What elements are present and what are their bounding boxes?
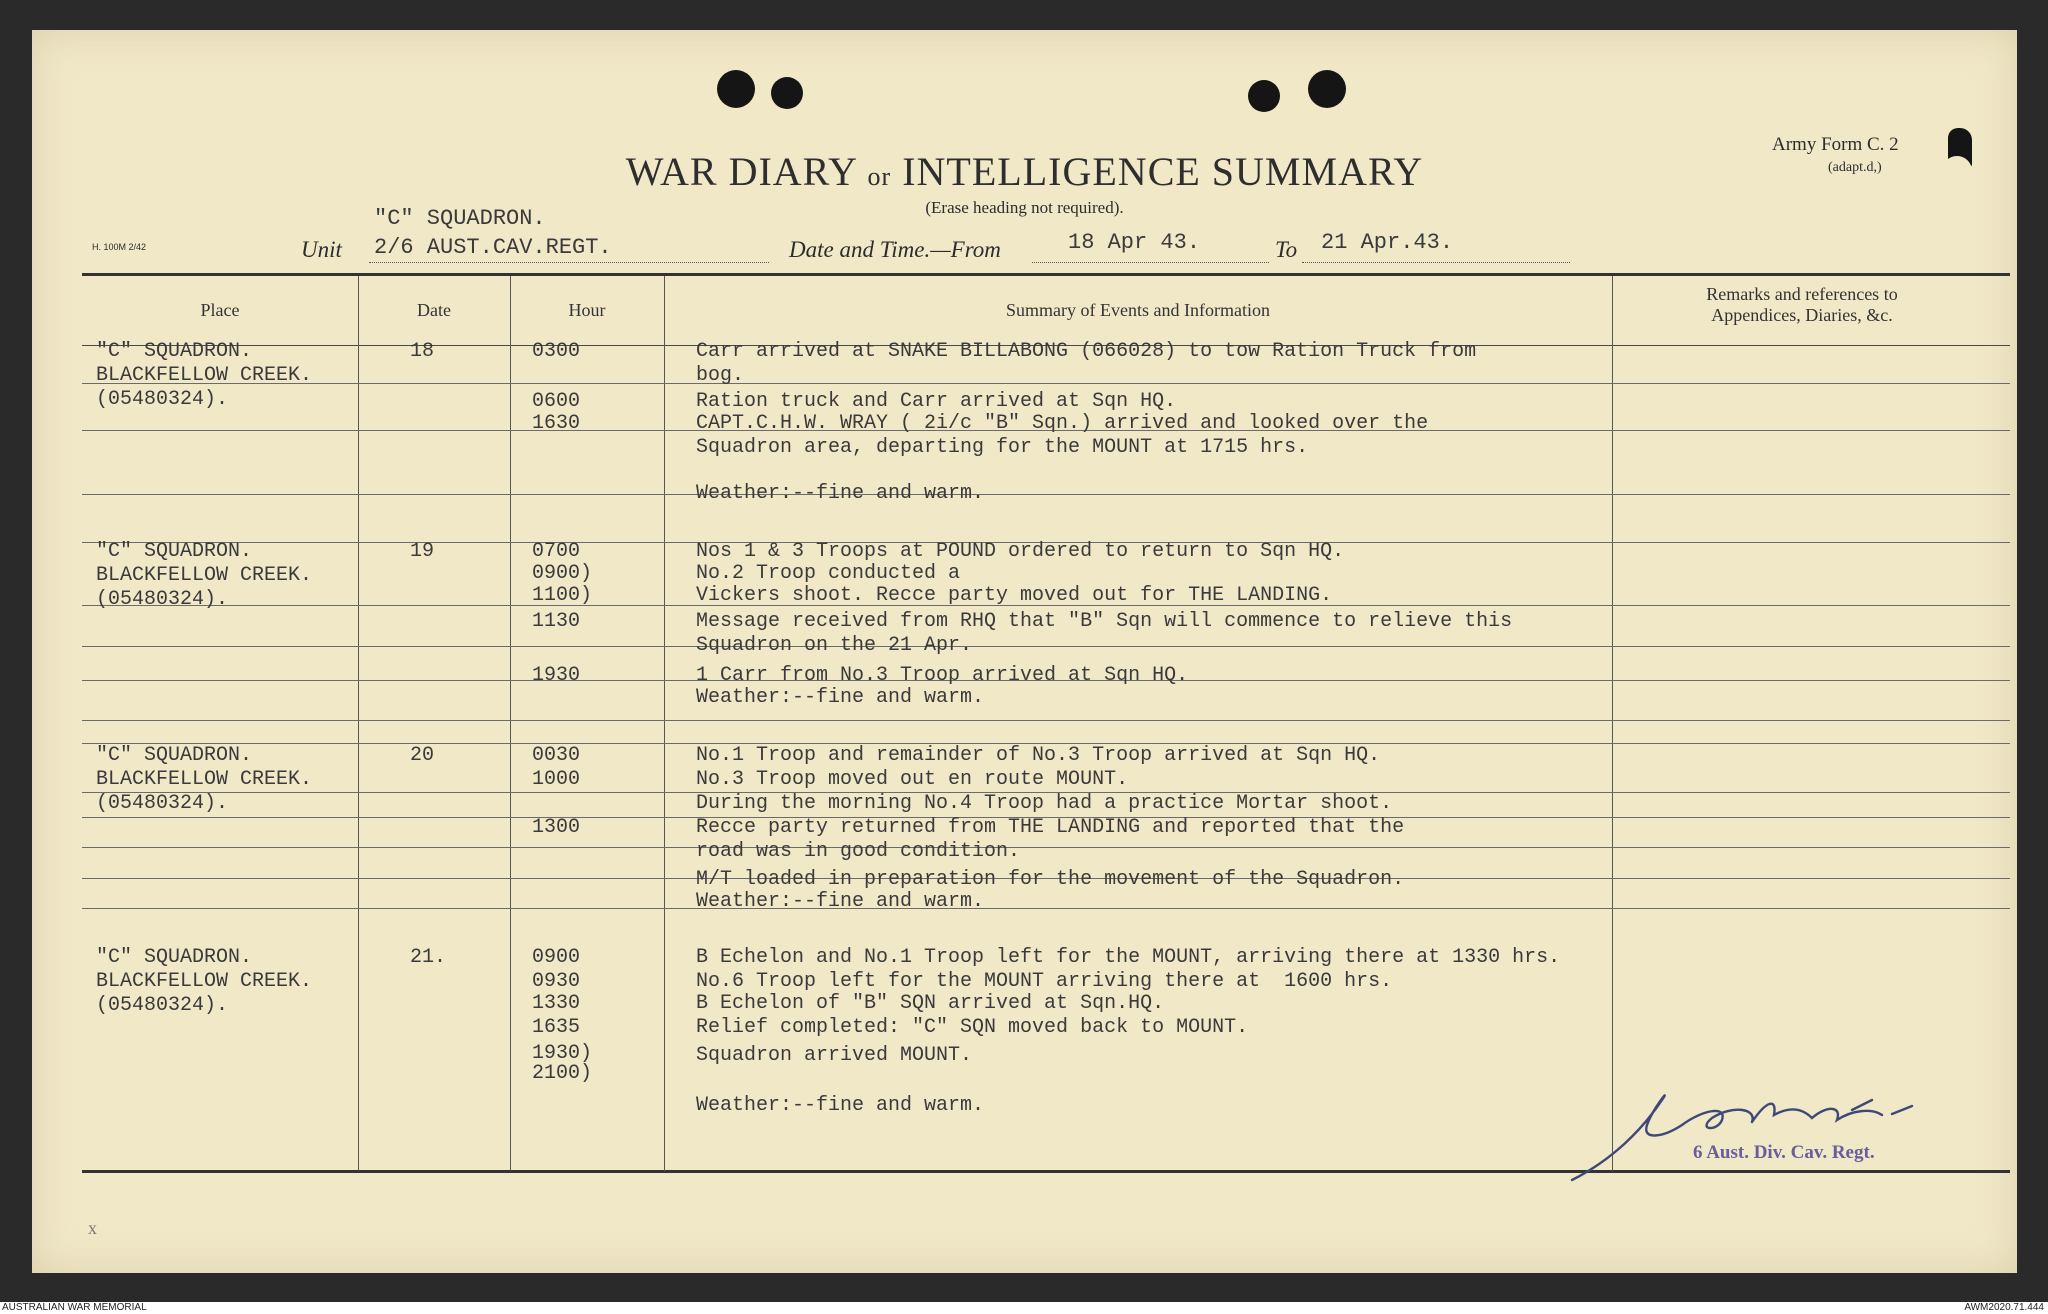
column-divider: [664, 276, 665, 1171]
entry-summary-line: 1 Carr from No.3 Troop arrived at Sqn HQ.: [696, 664, 1189, 687]
entry-date: 19: [410, 540, 435, 563]
table-top-rule: [82, 273, 2010, 276]
entry-summary-line: Squadron arrived MOUNT.: [696, 1044, 973, 1067]
entry-summary-line: CAPT.C.H.W. WRAY ( 2i/c "B" Sqn.) arrived and looked over the Squadron area, departing for the MOUNT at 1715 hrs.: [696, 412, 1429, 459]
archive-reference: AWM2020.71.444: [1964, 1302, 2044, 1313]
entry-hour: 1630: [532, 412, 581, 435]
entry-summary-line: Recce party returned from THE LANDING and reported that the road was in good condition.: [696, 816, 1405, 863]
unit-squadron: "C" SQUADRON.: [374, 206, 546, 231]
archive-footer: [0, 1302, 2048, 1314]
entry-summary-line: B Echelon of "B" SQN arrived at Sqn.HQ.: [696, 992, 1165, 1015]
entry-place: "C" SQUADRON. BLACKFELLOW CREEK. (05480324).: [96, 744, 313, 815]
entry-summary-line: Weather:--fine and warm.: [696, 890, 985, 913]
entry-summary-line: Relief completed: "C" SQN moved back to MOUNT.: [696, 1016, 1249, 1039]
entry-summary-line: M/T loaded in preparation for the movement of the Squadron.: [696, 868, 1405, 891]
entry-summary-line: No.2 Troop conducted a: [696, 562, 961, 585]
date-from-value: 18 Apr 43.: [1068, 230, 1201, 255]
entry-hour: 0700: [532, 540, 581, 563]
page-title: WAR DIARY or INTELLIGENCE SUMMARY: [625, 149, 1424, 194]
punch-hole: [1308, 70, 1346, 108]
entry-date: 21.: [410, 946, 447, 969]
entry-place: "C" SQUADRON. BLACKFELLOW CREEK. (05480324).: [96, 340, 313, 411]
column-header-date: Date: [417, 300, 451, 320]
entry-hour: 0600: [532, 390, 581, 413]
date-to-label: To: [1275, 237, 1298, 262]
officer-signature: [1552, 1070, 1952, 1190]
army-form-number: Army Form C. 2: [1772, 134, 1899, 155]
form-adapted-note: (adapt.d,): [1828, 160, 1882, 175]
entry-summary-line: No.3 Troop moved out en route MOUNT.: [696, 768, 1129, 791]
entry-summary-line: No.1 Troop and remainder of No.3 Troop arrived at Sqn HQ.: [696, 744, 1381, 767]
entry-hour: 1000: [532, 768, 581, 791]
column-header-hour: Hour: [568, 300, 606, 320]
punch-hole: [717, 70, 755, 108]
column-header-remarks: Remarks and references to Appendices, Diaries, &c.: [1706, 284, 1898, 325]
punch-hole: [1248, 80, 1280, 112]
entry-place: "C" SQUADRON. BLACKFELLOW CREEK. (05480324).: [96, 540, 313, 611]
entry-summary-line: No.6 Troop left for the MOUNT arriving there at 1600 hrs.: [696, 970, 1393, 993]
entry-hour: 1930) 2100): [532, 1042, 593, 1085]
column-divider: [510, 276, 511, 1171]
entry-hour: 1635: [532, 1016, 581, 1039]
unit-dotted-line: [369, 262, 769, 263]
entry-hour: 1300: [532, 816, 581, 839]
margin-mark: x: [88, 1218, 97, 1238]
entry-hour: 0030: [532, 744, 581, 767]
entry-hour: 0900): [532, 562, 593, 585]
to-dotted-line: [1302, 262, 1570, 263]
entry-summary-line: Carr arrived at SNAKE BILLABONG (066028) to tow Ration Truck from bog.: [696, 340, 1477, 387]
form-code: H. 100M 2/42: [92, 242, 147, 252]
column-header-place: Place: [200, 300, 240, 320]
punch-hole: [771, 77, 803, 109]
from-dotted-line: [1032, 262, 1269, 263]
entry-hour: 1100): [532, 584, 593, 607]
war-diary-page: [32, 30, 2017, 1273]
entry-summary-line: Weather:--fine and warm.: [696, 482, 985, 505]
column-divider: [1612, 276, 1613, 1171]
unit-value: 2/6 AUST.CAV.REGT.: [374, 235, 612, 260]
archive-credit: AUSTRALIAN WAR MEMORIAL: [2, 1302, 147, 1313]
entry-hour: 1930: [532, 664, 581, 687]
heading-instruction: (Erase heading not required).: [925, 198, 1124, 217]
ruled-line: [82, 908, 2010, 909]
entry-hour: 0900: [532, 946, 581, 969]
column-divider: [358, 276, 359, 1171]
entry-summary-line: Weather:--fine and warm.: [696, 686, 985, 709]
entry-summary-line: Message received from RHQ that "B" Sqn will commence to relieve this Squadron on the 21 Apr.: [696, 610, 1513, 657]
entry-date: 20: [410, 744, 435, 767]
entry-hour: 0930: [532, 970, 581, 993]
entry-hour: 1330: [532, 992, 581, 1015]
entry-place: "C" SQUADRON. BLACKFELLOW CREEK. (05480324).: [96, 946, 313, 1017]
entry-summary-line: B Echelon and No.1 Troop left for the MOUNT, arriving there at 1330 hrs.: [696, 946, 1561, 969]
date-time-label: Date and Time.—From: [789, 237, 1001, 262]
unit-stamp: 6 Aust. Div. Cav. Regt.: [1693, 1142, 1875, 1163]
entry-date: 18: [410, 340, 435, 363]
entry-summary-line: During the morning No.4 Troop had a practice Mortar shoot.: [696, 792, 1393, 815]
entry-summary-line: Ration truck and Carr arrived at Sqn HQ.: [696, 390, 1177, 413]
entry-summary-line: Nos 1 & 3 Troops at POUND ordered to return to Sqn HQ.: [696, 540, 1345, 563]
column-header-summary: Summary of Events and Information: [1006, 300, 1270, 320]
ruled-line: [82, 494, 2010, 495]
entry-hour: 1130: [532, 610, 581, 633]
unit-label: Unit: [301, 237, 342, 262]
entry-hour: 0300: [532, 340, 581, 363]
entry-summary-line: Weather:--fine and warm.: [696, 1094, 985, 1117]
ruled-line: [82, 720, 2010, 721]
date-to-value: 21 Apr.43.: [1321, 230, 1454, 255]
entry-summary-line: Vickers shoot. Recce party moved out for THE LANDING.: [696, 584, 1333, 607]
